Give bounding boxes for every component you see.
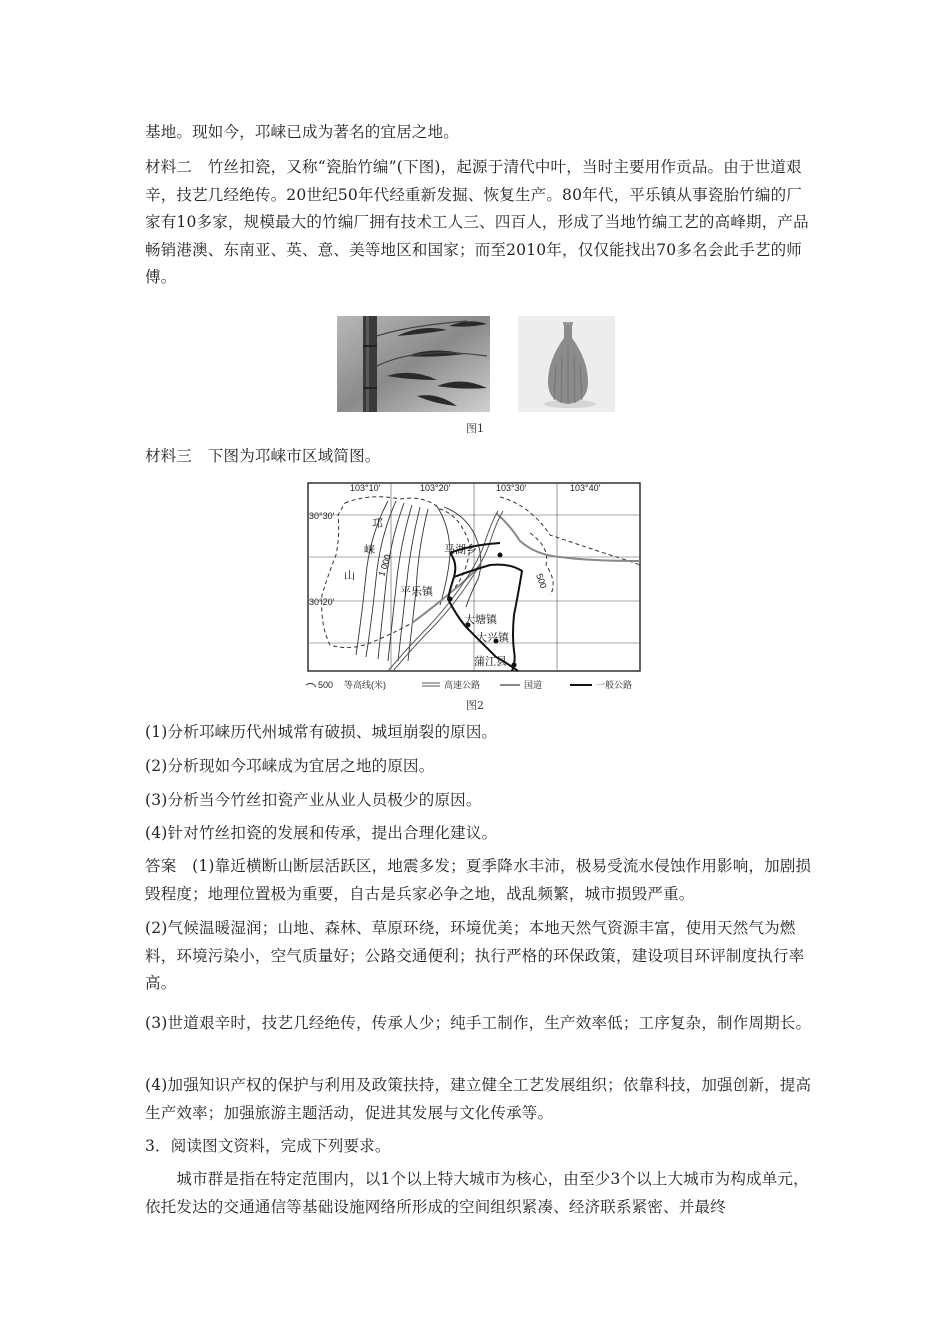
town-label-daxing: 大兴镇: [476, 631, 509, 644]
question-3: (3)分析当今竹丝扣瓷产业从业人员极少的原因。: [145, 791, 482, 809]
lon-label-3: 103°30′: [496, 483, 527, 493]
question-3-heading: 3．阅读图文资料，完成下列要求。: [145, 1137, 391, 1155]
contour-label-1000: 1 000: [376, 553, 393, 578]
answer-4: (4)加强知识产权的保护与利用及政策扶持，建立健全工艺发展组织；依靠科技，加强创新，提高生产效率；加强旅游主题活动，促进其发展与文化传承等。: [145, 1076, 812, 1122]
lat-label-2: 30°20′: [309, 597, 335, 607]
figure1-caption: 图1: [466, 422, 484, 435]
map-legend: [306, 679, 632, 690]
lon-label-4: 103°40′: [570, 483, 601, 493]
question-1: (1)分析邛崃历代州城常有破损、城垣崩裂的原因。: [145, 723, 498, 741]
paragraph-material3: 材料三 下图为邛崃市区域简图。: [145, 447, 381, 465]
town-label-mahu: 马湖乡: [444, 543, 477, 556]
paragraph-material2: 材料二 竹丝扣瓷，又称“瓷胎竹编”(下图)，起源于清代中叶，当时主要用作贡品。由于世道艰辛，技艺几经绝传。20世纪50年代经重新发掘、恢复生产。80年代，平乐镇从事瓷胎竹编的厂家有10多家，规模最大的竹编厂拥有技术工人三、四百人，形成了当地竹编工艺的高峰期，产品畅销港澳、东南亚、英、意、美等地区和国家；而至2010年，仅仅能找出70多名会此手艺的师傅。: [145, 158, 809, 286]
mountain-label-2: 崃: [364, 543, 375, 556]
town-label-pingle: 平乐镇: [400, 585, 433, 598]
paragraph-city-cluster: 城市群是指在特定范围内，以1个以上特大城市为核心，由至少3个以上大城市为构成单元，依托发达的交通通信等基础设施网络所形成的空间组织紧凑、经济联系紧密、并最终: [145, 1170, 809, 1216]
legend-general-road-label: 一般公路: [596, 680, 633, 690]
contour-label-500: 500: [534, 572, 549, 590]
legend-contour-symbol: [306, 683, 316, 687]
town-dot-pujiang: [512, 663, 517, 668]
answer-1: 答案 (1)靠近横断山断层活跃区，地震多发；夏季降水丰沛，极易受流水侵蚀作用影响，加剧损毁程度；地理位置极为重要，自古是兵家必争之地，战乱频繁，城市损毁严重。: [145, 857, 812, 903]
mountain-label-1: 邛: [372, 517, 383, 530]
legend-national-road-label: 国道: [524, 680, 543, 690]
bamboo-photo: [337, 316, 490, 412]
town-dot-pingle: [448, 597, 453, 602]
answer-3: (3)世道艰辛时，技艺几经绝传，传承人少；纯手工制作，生产效率低；工序复杂，制作周期长。: [145, 1014, 812, 1032]
figure2-caption: 图2: [466, 699, 484, 712]
lon-label-1: 103°10′: [350, 483, 381, 493]
town-label-datang: 大塘镇: [464, 613, 497, 626]
mountain-label-3: 山: [344, 569, 355, 582]
lon-label-2: 103°20′: [420, 483, 451, 493]
paragraph-line1: 基地。现如今，邛崃已成为著名的宜居之地。: [145, 123, 460, 141]
legend-expressway-label: 高速公路: [444, 680, 481, 690]
question-2: (2)分析现如今邛崃成为宜居之地的原因。: [145, 757, 435, 775]
question-4: (4)针对竹丝扣瓷的发展和传承，提出合理化建议。: [145, 824, 498, 842]
legend-contour-label: 等高线(米): [344, 680, 386, 690]
answer-2: (2)气候温暖湿润；山地、森林、草原环绕，环境优美；本地天然气资源丰富，使用天然气为燃料，环境污染小，空气质量好；公路交通便利；执行严格的环保政策，建设项目环评制度执行率高。: [145, 919, 805, 992]
town-dot-mahu: [498, 553, 503, 558]
qionglai-map: [300, 475, 650, 697]
vase-photo: [518, 316, 615, 412]
legend-contour-value: 500: [318, 680, 334, 690]
town-label-pujiang: 蒲江县: [474, 655, 507, 668]
lat-label-1: 30°30′: [309, 511, 335, 521]
